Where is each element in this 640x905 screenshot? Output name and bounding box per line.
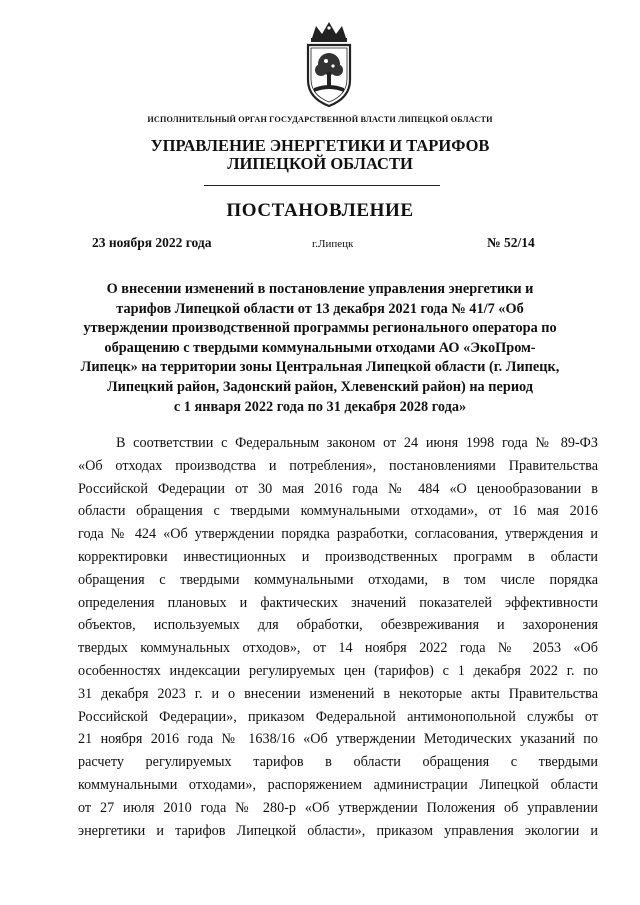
body-line: Российской Федерации», приказом Федеральной антимонопольной службы от	[78, 708, 598, 725]
body-line: от 27 июля 2010 года № 280-р «Об утверждении Положения об управлении	[78, 799, 598, 816]
document-body	[78, 432, 598, 842]
body-line: особенностях индексации регулируемых цен (тарифов) с 1 декабря 2022 г. по	[78, 662, 598, 679]
subject-line: с 1 января 2022 года по 31 декабря 2028 года»	[173, 398, 467, 415]
body-line: коммунальными отходами», распоряжением администрации Липецкой области	[78, 776, 598, 793]
body-line: 21 ноября 2016 года № 1638/16 «Об утверждении Методических указаний по	[78, 731, 598, 748]
body-line: Российской Федерации от 30 мая 2016 года № 484 «О ценообразовании в	[78, 480, 598, 497]
subject-line: Липецк» на территории зоны Центральная Липецкой области (г. Липецк,	[80, 359, 560, 376]
subject-line: тарифов Липецкой области от 13 декабря 2021 года № 41/7 «Об	[116, 300, 524, 317]
document-type: ПОСТАНОВЛЕНИЕ	[226, 200, 414, 221]
body-line: года № 424 «Об утверждении порядка разработки, согласования, утверждения и	[78, 526, 598, 543]
document-subject	[0, 280, 640, 417]
subject-line: обращению с твердыми коммунальными отходами АО «ЭкоПром-	[104, 339, 536, 356]
subject-line: О внесении изменений в постановление управления энергетики и	[106, 281, 534, 297]
body-line: объектов, используемых для обработки, обезвреживания и захоронения	[78, 617, 598, 634]
body-line: обращения с твердыми коммунальными отходами, в том числе порядка	[78, 571, 598, 588]
header-divider	[204, 185, 440, 186]
body-line: В соответствии с Федеральным законом от 24 июня 1998 года № 89-ФЗ	[116, 435, 598, 451]
department-title-line-1: УПРАВЛЕНИЕ ЭНЕРГЕТИКИ И ТАРИФОВ	[150, 136, 490, 155]
department-title	[0, 137, 640, 173]
subject-line: утверждении производственной программы регионального оператора по	[83, 320, 557, 337]
department-title-line-2: ЛИПЕЦКОЙ ОБЛАСТИ	[227, 154, 413, 173]
document-date: 23 ноября 2022 года	[92, 235, 212, 250]
subject-line: Липецкий район, Задонский район, Хлевенский район) на период	[106, 378, 534, 395]
body-line: корректировки инвестиционных и производственных программ в области	[78, 548, 598, 565]
body-line: расчету регулируемых тарифов в области обращения с твердыми	[78, 754, 598, 771]
body-line: энергетики и тарифов Липецкой области», приказом управления экологии и	[78, 822, 598, 839]
body-line: области обращения с твердыми коммунальными отходами», от 16 мая 2016	[78, 503, 598, 520]
body-line: 31 декабря 2023 г. и о внесении изменений в некоторые акты Правительства	[78, 685, 598, 702]
body-line: «Об отходах производства и потребления», постановлениями Правительства	[78, 457, 598, 474]
body-line: твердых коммунальных отходов», от 14 ноября 2022 года № 2053 «Об	[78, 640, 598, 657]
org-name: ИСПОЛНИТЕЛЬНЫЙ ОРГАН ГОСУДАРСТВЕННОЙ ВЛАСТИ ЛИПЕЦКОЙ ОБЛАСТИ	[147, 115, 493, 124]
coat-of-arms-icon	[300, 20, 358, 108]
document-city: г.Липецк	[312, 238, 354, 250]
document-number: № 52/14	[487, 235, 535, 250]
body-line: определения плановых и фактических значений показателей эффективности	[78, 594, 598, 611]
